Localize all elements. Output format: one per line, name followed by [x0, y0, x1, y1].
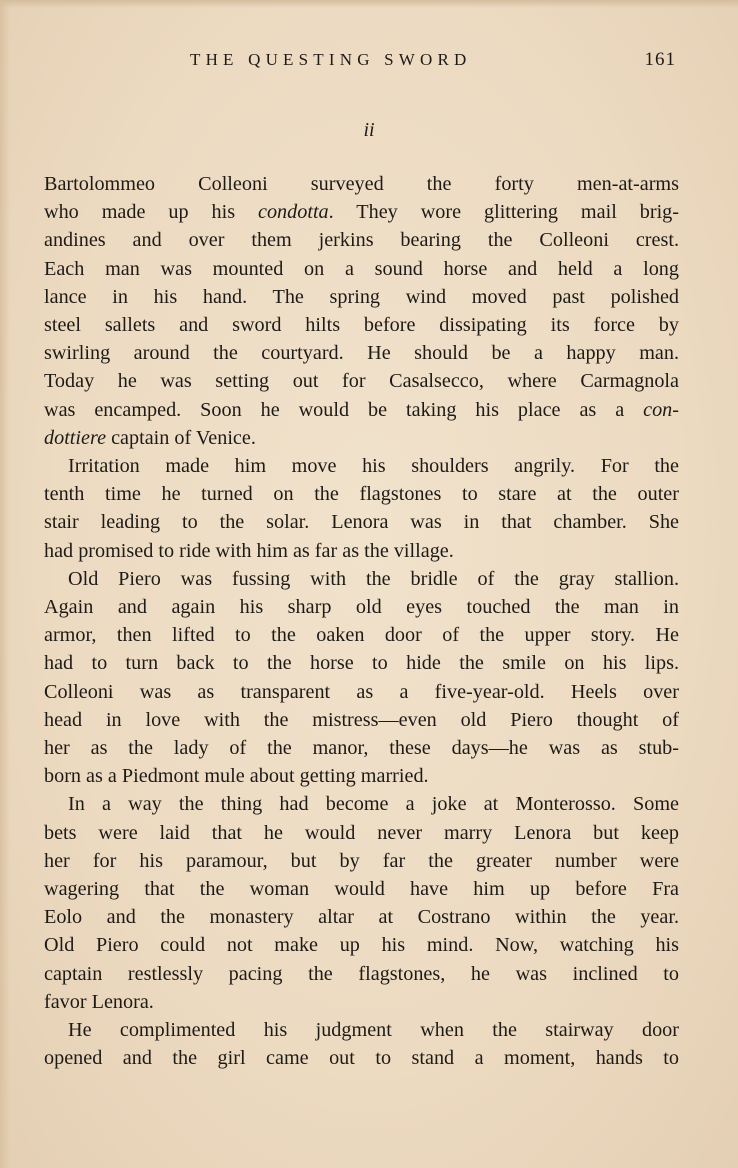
section-number: ii	[363, 119, 375, 141]
text-run: favor Lenora.	[44, 990, 154, 1013]
text-line	[44, 198, 679, 226]
text-run: steel sallets and sword hilts before dissipating its force by	[44, 314, 679, 337]
text-line	[44, 593, 679, 621]
text-line	[44, 734, 679, 762]
text-run: lance in his hand. The spring wind moved past polished	[44, 285, 679, 308]
text-line	[44, 537, 679, 565]
text-run: Eolo and the monastery altar at Costrano within the year.	[44, 906, 679, 929]
text-line	[44, 931, 679, 959]
body-text	[44, 170, 679, 1073]
text-line	[44, 1016, 679, 1044]
paragraph	[44, 1016, 679, 1072]
text-run: had to turn back to the horse to hide the smile on his lips.	[44, 652, 679, 675]
text-line	[44, 1044, 679, 1072]
text-run: Colleoni was as transparent as a five-year-old. Heels over	[44, 680, 679, 703]
text-run: tenth time he turned on the flagstones to stare at the outer	[44, 483, 679, 506]
text-line	[44, 847, 679, 875]
text-line	[44, 762, 679, 790]
text-run: had promised to ride with him as far as the village.	[44, 539, 454, 562]
text-run: Bartolommeo Colleoni surveyed the forty men-at-arms	[44, 173, 679, 195]
italic-text: con-	[643, 398, 679, 421]
text-run: Old Piero was fussing with the bridle of the gray stallion.	[68, 567, 679, 590]
text-line	[44, 396, 679, 424]
text-run: was encamped. Soon he would be taking his place as a	[44, 398, 644, 421]
text-run: stair leading to the solar. Lenora was in that chamber. She	[44, 511, 679, 534]
text-line	[44, 649, 679, 677]
text-run: Today he was setting out for Casalsecco, where Carmagnola	[44, 370, 679, 393]
text-line	[44, 960, 679, 988]
text-line	[44, 283, 679, 311]
page-top-shadow	[0, 0, 738, 8]
italic-text: dottiere	[44, 426, 107, 449]
text-run: captain restlessly pacing the flagstones, he was inclined to	[44, 962, 679, 985]
text-line	[44, 988, 679, 1016]
text-line	[44, 790, 679, 818]
text-run: head in love with the mistress—even old Piero thought of	[44, 708, 679, 731]
italic-text: condotta	[258, 201, 329, 224]
text-line	[44, 367, 679, 395]
text-run: her for his paramour, but by far the greater number were	[44, 849, 679, 872]
text-run: andines and over them jerkins bearing the Colleoni crest.	[44, 229, 679, 252]
text-run: Irritation made him move his shoulders angrily. For the	[68, 455, 679, 478]
text-run: opened and the girl came out to stand a moment, hands to	[44, 1047, 679, 1070]
text-line	[44, 903, 679, 931]
text-line	[44, 621, 679, 649]
text-line	[44, 565, 679, 593]
text-run: her as the lady of the manor, these days—he was as stub-	[44, 737, 679, 760]
text-run: He complimented his judgment when the stairway door	[68, 1019, 679, 1042]
text-run: captain of Venice.	[106, 426, 256, 449]
text-run: Each man was mounted on a sound horse and held a long	[44, 257, 679, 280]
text-run: who made up his	[44, 201, 258, 224]
text-line	[44, 452, 679, 480]
text-run: swirling around the courtyard. He should be a happy man.	[44, 342, 679, 365]
text-line	[44, 311, 679, 339]
paragraph	[44, 452, 679, 565]
text-line	[44, 706, 679, 734]
text-line	[44, 678, 679, 706]
paragraph	[44, 170, 679, 452]
text-run: Again and again his sharp old eyes touched the man in	[44, 596, 679, 619]
text-line	[44, 339, 679, 367]
text-line	[44, 170, 679, 198]
paragraph	[44, 565, 679, 791]
text-run: bets were laid that he would never marry Lenora but keep	[44, 821, 679, 844]
text-line	[44, 480, 679, 508]
text-line	[44, 424, 679, 452]
text-run: armor, then lifted to the oaken door of the upper story. He	[44, 624, 679, 647]
text-run: wagering that the woman would have him up before Fra	[44, 878, 679, 901]
text-line	[44, 508, 679, 536]
page-number: 161	[644, 49, 676, 70]
paragraph	[44, 790, 679, 1016]
text-run: In a way the thing had become a joke at Monterosso. Some	[68, 793, 679, 816]
text-line	[44, 226, 679, 254]
text-line	[44, 875, 679, 903]
text-line	[44, 819, 679, 847]
text-run: born as a Piedmont mule about getting married.	[44, 765, 429, 788]
page-edge-shadow	[0, 0, 10, 1168]
text-run: Old Piero could not make up his mind. Now, watching his	[44, 934, 679, 957]
text-run: . They wore glittering mail brig-	[328, 201, 679, 224]
text-line	[44, 255, 679, 283]
running-head: THE QUESTING SWORD	[190, 50, 472, 69]
